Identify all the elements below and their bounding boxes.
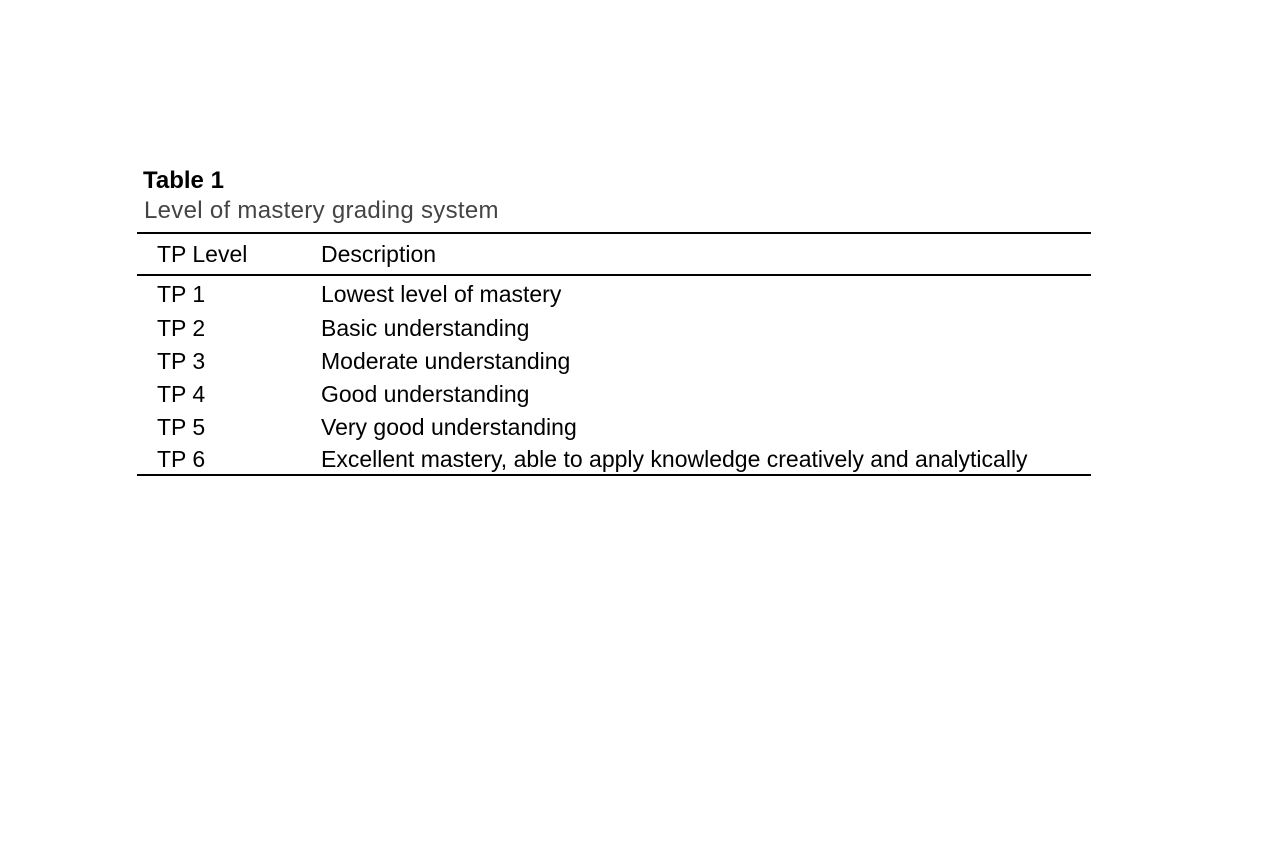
table-row xyxy=(137,276,1091,312)
table-caption: Level of mastery grading system xyxy=(144,197,499,224)
header-tp-level: TP Level xyxy=(157,240,248,267)
tp-level-cell: TP 3 xyxy=(157,348,206,374)
table-row xyxy=(137,411,1091,444)
table-row xyxy=(137,444,1091,474)
description-cell: Very good understanding xyxy=(321,414,577,440)
description-cell: Excellent mastery, able to apply knowledge creatively and analytically xyxy=(321,445,1028,472)
table-row xyxy=(137,345,1091,378)
tp-level-cell: TP 2 xyxy=(157,315,206,341)
description-cell: Good understanding xyxy=(321,381,530,407)
bottom-rule xyxy=(137,474,1091,476)
description-cell: Moderate understanding xyxy=(321,348,571,374)
header-description: Description xyxy=(321,240,437,267)
tp-level-cell: TP 6 xyxy=(157,445,206,472)
tp-level-cell: TP 1 xyxy=(157,280,206,307)
table-label: Table 1 xyxy=(143,167,224,194)
tp-level-cell: TP 4 xyxy=(157,381,206,407)
table-block xyxy=(137,166,1091,476)
grading-table xyxy=(137,234,1091,274)
table-row xyxy=(137,312,1091,345)
table-row xyxy=(137,378,1091,411)
grading-table-body xyxy=(137,276,1091,474)
description-cell: Lowest level of mastery xyxy=(321,280,562,307)
tp-level-cell: TP 5 xyxy=(157,414,206,440)
description-cell: Basic understanding xyxy=(321,315,530,341)
table-header-row xyxy=(137,234,1091,274)
